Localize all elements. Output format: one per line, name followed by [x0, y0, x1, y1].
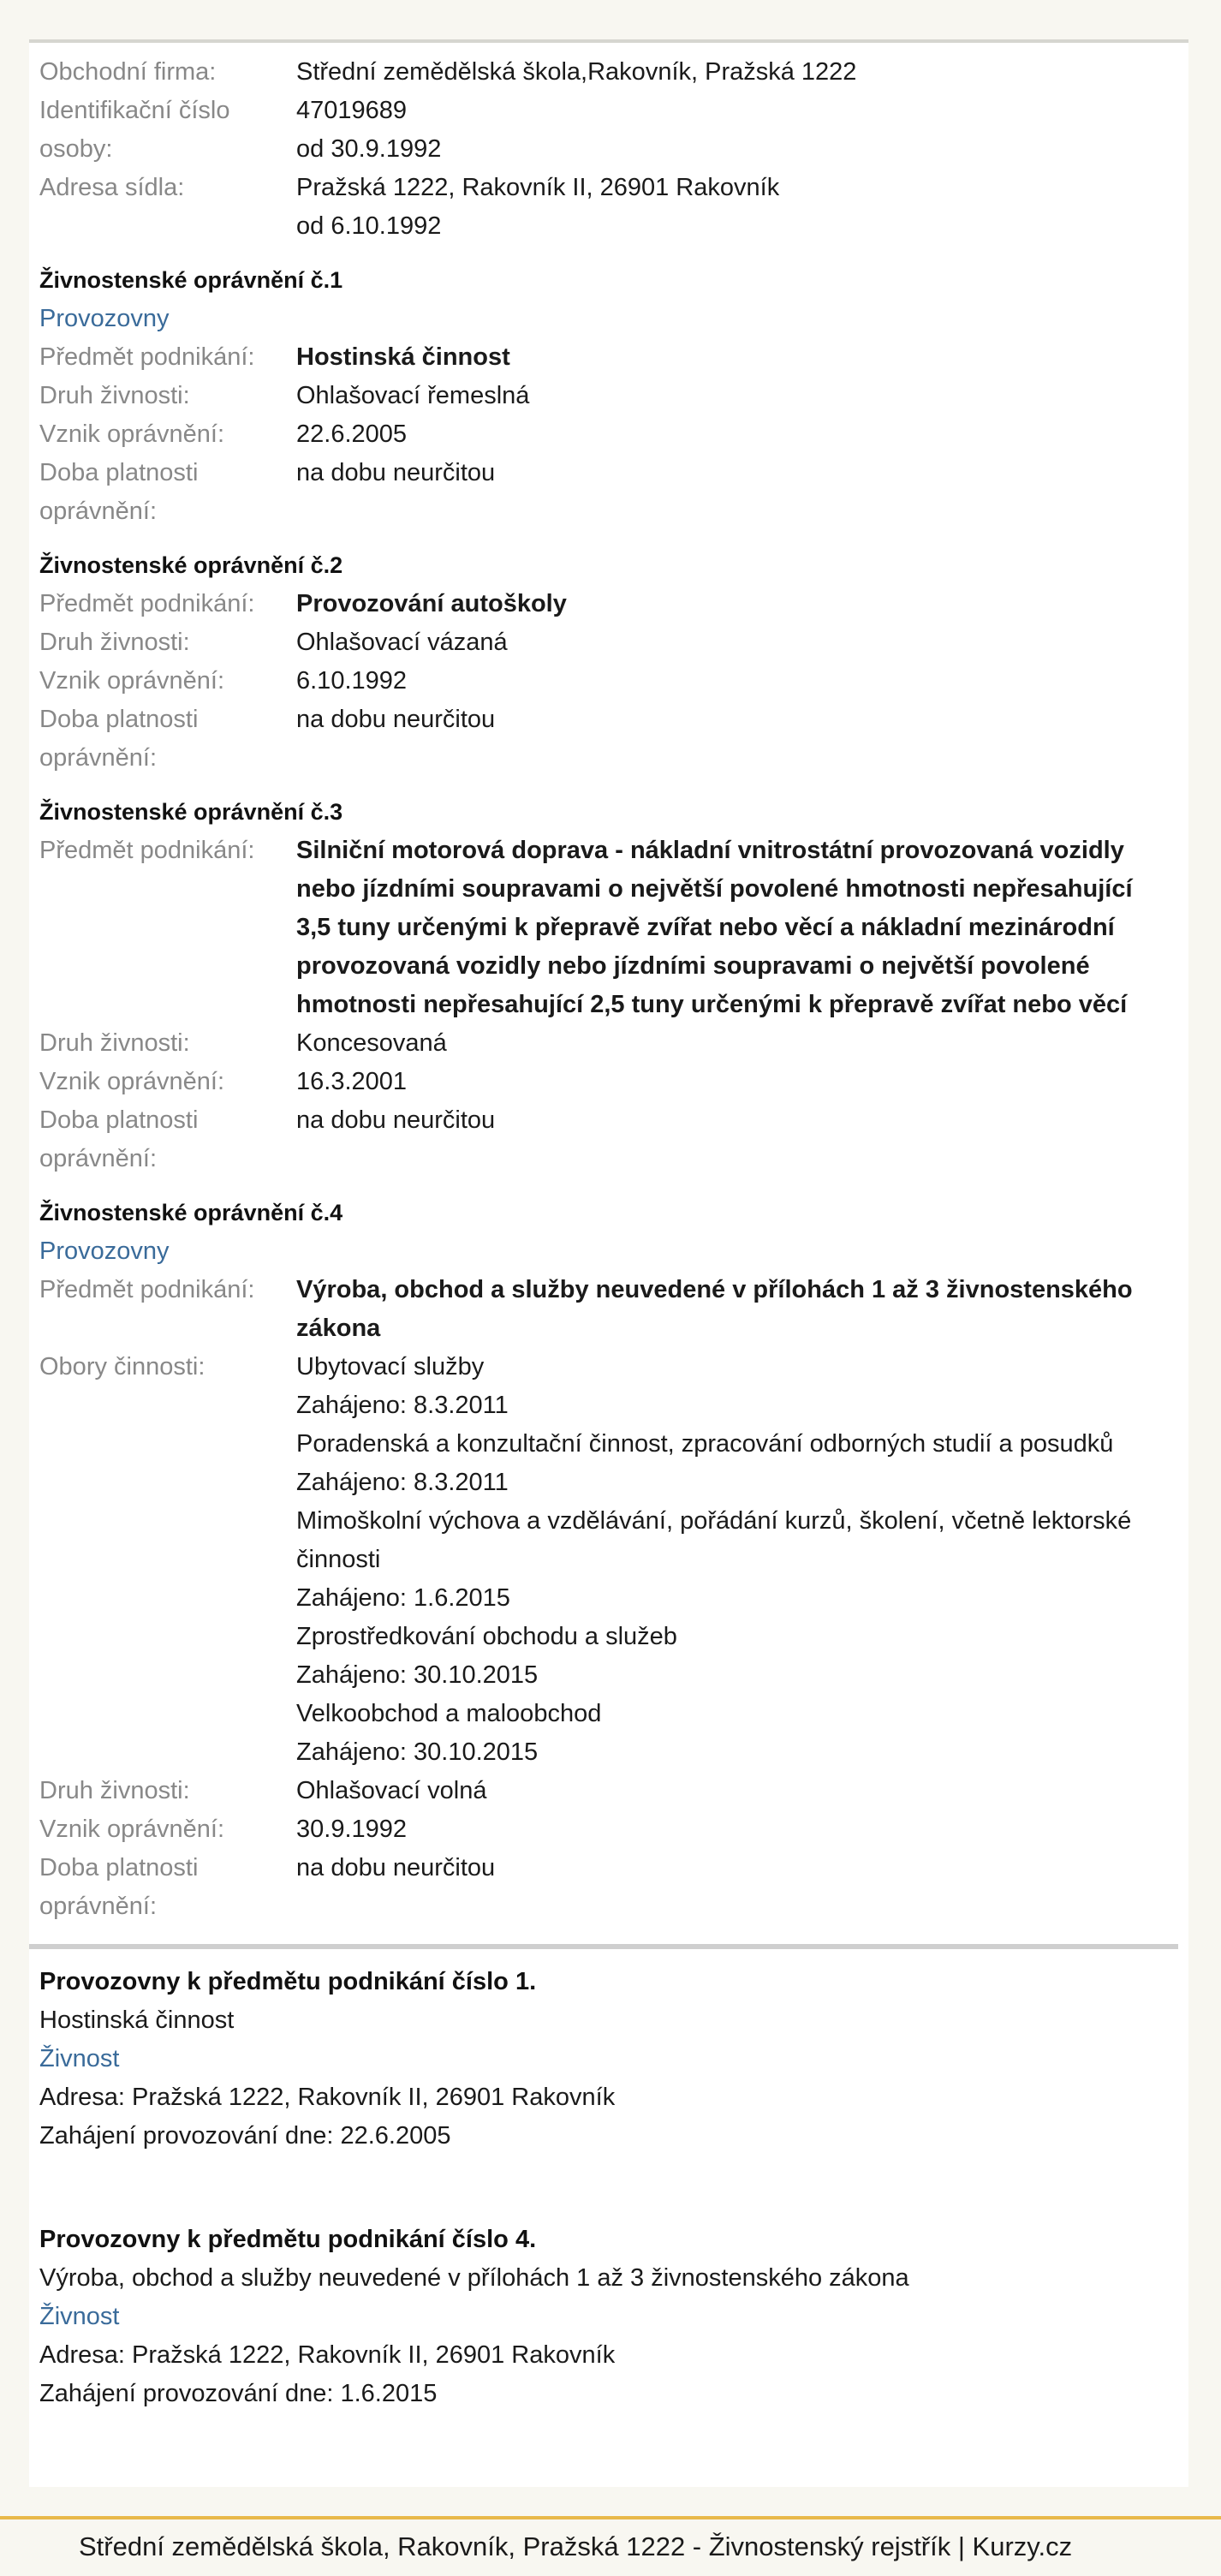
permit-validity-row-2 — [39, 1140, 1178, 1178]
premises-heading: Provozovny k předmětu podnikání číslo 1. — [39, 1968, 537, 1995]
permit-subject-row — [39, 832, 1178, 1024]
permit-label: oprávnění: — [39, 1893, 158, 1920]
field-line: Poradenská a konzultační činnost, zpracování odborných studií a posudků — [296, 1430, 1114, 1458]
firm-value: od 6.10.1992 — [296, 212, 442, 240]
premises-subject: Hostinská činnost — [39, 2007, 235, 2034]
field-line: Zahájeno: 8.3.2011 — [296, 1469, 509, 1496]
permit-validity-row-2 — [39, 492, 1178, 531]
firm-row-address-since — [39, 207, 1178, 246]
permit-label: Předmět podnikání: — [39, 1276, 255, 1303]
permit-subject-line: provozovaná vozidly nebo jízdními soupravami o největší povolené — [296, 952, 1090, 980]
premises-start: Zahájení provozování dne: 22.6.2005 — [39, 2122, 451, 2150]
permit-origin: 30.9.1992 — [296, 1816, 408, 1843]
permit-validity-row — [39, 1101, 1178, 1140]
permit-validity: na dobu neurčitou — [296, 1854, 496, 1881]
permit-label: Předmět podnikání: — [39, 590, 255, 617]
trade-link[interactable]: Živnost — [39, 2303, 120, 2330]
permit-title: Živnostenské oprávnění č.1 — [39, 267, 343, 293]
firm-value: Střední zemědělská škola,Rakovník, Pražská 1222 — [296, 58, 857, 86]
permit-subject: Hostinská činnost — [296, 343, 510, 371]
permit-label: Vznik oprávnění: — [39, 1816, 225, 1843]
premises-link[interactable]: Provozovny — [39, 305, 170, 332]
permit-label: oprávnění: — [39, 498, 158, 525]
field-line: Mimoškolní výchova a vzdělávání, pořádání kurzů, školení, včetně lektorské — [296, 1507, 1132, 1535]
permit-subject-line: nebo jízdními soupravami o největší povolené hmotnosti nepřesahující — [296, 875, 1133, 903]
permit-subject-row — [39, 1271, 1178, 1348]
field-line: Zprostředkování obchodu a služeb — [296, 1623, 677, 1650]
permit-label: Předmět podnikání: — [39, 343, 255, 371]
permit-origin-row — [39, 1063, 1178, 1101]
permit-validity: na dobu neurčitou — [296, 706, 496, 733]
permit-origin-row — [39, 415, 1178, 454]
premises-start: Zahájení provozování dne: 1.6.2015 — [39, 2380, 438, 2407]
permit-title: Živnostenské oprávnění č.2 — [39, 552, 343, 578]
permit-title: Živnostenské oprávnění č.4 — [39, 1200, 343, 1225]
field-line: Velkoobchod a maloobchod — [296, 1700, 602, 1727]
permit-label: Doba platnosti — [39, 459, 199, 486]
permit-label: Obory činnosti: — [39, 1353, 205, 1380]
permit-subject — [296, 832, 1178, 1024]
permit-subject: Provozování autoškoly — [296, 590, 567, 617]
firm-row-id — [39, 92, 1178, 130]
premises-block-1 — [39, 1963, 1178, 2156]
firm-row-address — [39, 169, 1178, 207]
premises-section — [39, 1963, 1178, 2413]
premises-block-4 — [39, 2221, 1178, 2413]
permit-validity-row — [39, 1849, 1178, 1887]
premises-heading: Provozovny k předmětu podnikání číslo 4. — [39, 2226, 537, 2253]
firm-label: Adresa sídla: — [39, 174, 185, 201]
footer-text: Střední zemědělská škola, Rakovník, Pražská 1222 - Živnostenský rejstřík | Kurzy.cz — [79, 2531, 1073, 2561]
permit-type-row — [39, 377, 1178, 415]
firm-value: 47019689 — [296, 97, 408, 124]
permit-fields — [296, 1348, 1178, 1772]
permit-validity-row — [39, 701, 1178, 739]
firm-label: Obchodní firma: — [39, 58, 217, 86]
permit-origin: 22.6.2005 — [296, 420, 408, 448]
permit-origin-row — [39, 662, 1178, 701]
page-footer — [0, 2516, 1221, 2576]
permit-title: Živnostenské oprávnění č.3 — [39, 799, 343, 825]
permit-type: Ohlašovací vázaná — [296, 629, 508, 656]
field-line: Ubytovací služby — [296, 1353, 485, 1380]
permit-subject-line: 3,5 tuny určenými k přepravě zvířat nebo věcí a nákladní mezinárodní — [296, 914, 1115, 941]
permit-subject-line: zákona — [296, 1315, 381, 1342]
permit-label: Doba platnosti — [39, 706, 199, 733]
permit-subject-line: Silniční motorová doprava - nákladní vnitrostátní provozovaná vozidly — [296, 837, 1124, 864]
firm-label — [39, 207, 296, 246]
permit-label: Předmět podnikání: — [39, 837, 255, 864]
permit-type: Ohlašovací řemeslná — [296, 382, 530, 409]
permit-label: Vznik oprávnění: — [39, 1068, 225, 1095]
permit-subject-line: Výroba, obchod a služby neuvedené v přílohách 1 až 3 živnostenského — [296, 1276, 1133, 1303]
premises-subject: Výroba, obchod a služby neuvedené v přílohách 1 až 3 živnostenského zákona — [39, 2264, 909, 2292]
permit-label: Doba platnosti — [39, 1106, 199, 1134]
permit-subject-row — [39, 585, 1178, 623]
firm-value: od 30.9.1992 — [296, 135, 442, 163]
firm-row-name — [39, 53, 1178, 92]
permit-subject-row — [39, 338, 1178, 377]
permit-fields-row — [39, 1348, 1178, 1772]
permit-origin: 6.10.1992 — [296, 667, 408, 695]
permit-type-row — [39, 623, 1178, 662]
field-line: Zahájeno: 1.6.2015 — [296, 1584, 510, 1612]
permit-type-row — [39, 1772, 1178, 1810]
permit-subject-line: hmotnosti nepřesahující 2,5 tuny určenými k přepravě zvířat nebo věcí — [296, 991, 1128, 1018]
permit-label: oprávnění: — [39, 1145, 158, 1172]
premises-address: Adresa: Pražská 1222, Rakovník II, 26901 Rakovník — [39, 2084, 616, 2111]
firm-label: Identifikační číslo — [39, 97, 230, 124]
permit-validity-row — [39, 454, 1178, 492]
field-line: Zahájeno: 30.10.2015 — [296, 1738, 539, 1766]
permit-validity: na dobu neurčitou — [296, 1106, 496, 1134]
permit-label: Druh živnosti: — [39, 1029, 190, 1057]
permit-label: Doba platnosti — [39, 1854, 199, 1881]
permit-type-row — [39, 1024, 1178, 1063]
permit-type: Ohlašovací volná — [296, 1777, 487, 1804]
permit-label: Vznik oprávnění: — [39, 667, 225, 695]
permit-label: Druh živnosti: — [39, 1777, 190, 1804]
permit-validity: na dobu neurčitou — [296, 459, 496, 486]
field-line: Zahájeno: 30.10.2015 — [296, 1661, 539, 1689]
permit-label: oprávnění: — [39, 744, 158, 772]
permit-validity-row-2 — [39, 739, 1178, 778]
permit-validity-row-2 — [39, 1887, 1178, 1926]
premises-link[interactable]: Provozovny — [39, 1237, 170, 1265]
firm-row-since — [39, 130, 1178, 169]
trade-link[interactable]: Živnost — [39, 2045, 120, 2072]
permit-label: Vznik oprávnění: — [39, 420, 225, 448]
section-divider — [29, 1944, 1178, 1949]
permit-type: Koncesovaná — [296, 1029, 447, 1057]
permit-origin: 16.3.2001 — [296, 1068, 408, 1095]
firm-details — [39, 53, 1178, 1926]
field-line: Zahájeno: 8.3.2011 — [296, 1392, 509, 1419]
firm-label: osoby: — [39, 135, 113, 163]
premises-address: Adresa: Pražská 1222, Rakovník II, 26901 Rakovník — [39, 2341, 616, 2369]
firm-value: Pražská 1222, Rakovník II, 26901 Rakovník — [296, 174, 780, 201]
permit-label: Druh živnosti: — [39, 629, 190, 656]
permit-origin-row — [39, 1810, 1178, 1849]
permit-label: Druh živnosti: — [39, 382, 190, 409]
permit-subject — [296, 1271, 1178, 1348]
field-line: činnosti — [296, 1546, 381, 1573]
